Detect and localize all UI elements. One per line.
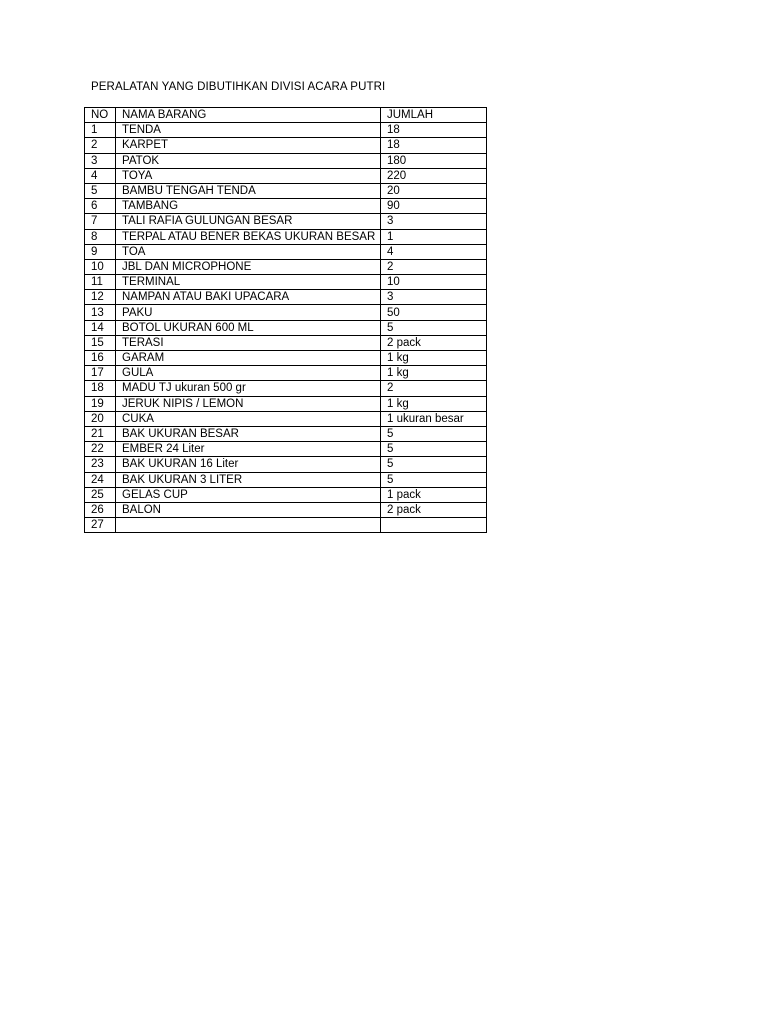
- cell-qty: 2 pack: [381, 502, 487, 517]
- table-body: [85, 108, 487, 533]
- table-row: [85, 229, 487, 244]
- cell-no: 11: [85, 275, 116, 290]
- header-name: NAMA BARANG: [116, 108, 381, 123]
- cell-qty: 2: [381, 381, 487, 396]
- cell-name: TAMBANG: [116, 199, 381, 214]
- table-row: [85, 426, 487, 441]
- cell-name: GELAS CUP: [116, 487, 381, 502]
- cell-name: TOA: [116, 244, 381, 259]
- cell-no: 2: [85, 138, 116, 153]
- cell-name: BALON: [116, 502, 381, 517]
- cell-qty: 1 kg: [381, 351, 487, 366]
- table-row: [85, 457, 487, 472]
- cell-name: BAK UKURAN BESAR: [116, 426, 381, 441]
- cell-no: 6: [85, 199, 116, 214]
- table-row: [85, 487, 487, 502]
- cell-name: JBL DAN MICROPHONE: [116, 259, 381, 274]
- table-row: [85, 320, 487, 335]
- table-row: [85, 290, 487, 305]
- cell-name: TERPAL ATAU BENER BEKAS UKURAN BESAR: [116, 229, 381, 244]
- cell-no: 27: [85, 518, 116, 533]
- cell-no: 22: [85, 442, 116, 457]
- cell-qty: 18: [381, 123, 487, 138]
- cell-name: EMBER 24 Liter: [116, 442, 381, 457]
- table-row: [85, 442, 487, 457]
- cell-name: KARPET: [116, 138, 381, 153]
- cell-name: BOTOL UKURAN 600 ML: [116, 320, 381, 335]
- cell-no: 8: [85, 229, 116, 244]
- table-row: [85, 351, 487, 366]
- table-row: [85, 396, 487, 411]
- cell-name: MADU TJ ukuran 500 gr: [116, 381, 381, 396]
- cell-name: PATOK: [116, 153, 381, 168]
- cell-qty: 1 kg: [381, 396, 487, 411]
- cell-qty: 3: [381, 214, 487, 229]
- header-no: NO: [85, 108, 116, 123]
- cell-qty: 5: [381, 442, 487, 457]
- cell-qty: 1 ukuran besar: [381, 411, 487, 426]
- header-qty: JUMLAH: [381, 108, 487, 123]
- cell-no: 5: [85, 183, 116, 198]
- cell-no: 23: [85, 457, 116, 472]
- cell-name: GULA: [116, 366, 381, 381]
- cell-no: 15: [85, 335, 116, 350]
- table-row: [85, 138, 487, 153]
- table-row: [85, 153, 487, 168]
- table-row: [85, 123, 487, 138]
- equipment-table: [84, 107, 487, 533]
- cell-qty: 4: [381, 244, 487, 259]
- cell-name: PAKU: [116, 305, 381, 320]
- table-row: [85, 275, 487, 290]
- cell-qty: 90: [381, 199, 487, 214]
- cell-qty: 5: [381, 320, 487, 335]
- cell-no: 12: [85, 290, 116, 305]
- cell-qty: 2 pack: [381, 335, 487, 350]
- cell-no: 13: [85, 305, 116, 320]
- cell-no: 17: [85, 366, 116, 381]
- cell-qty: 5: [381, 426, 487, 441]
- cell-qty: 5: [381, 457, 487, 472]
- table-row: [85, 244, 487, 259]
- cell-no: 1: [85, 123, 116, 138]
- cell-name: BAK UKURAN 3 LITER: [116, 472, 381, 487]
- cell-qty: 20: [381, 183, 487, 198]
- table-row: [85, 259, 487, 274]
- cell-name: [116, 518, 381, 533]
- cell-qty: 1 kg: [381, 366, 487, 381]
- cell-no: 16: [85, 351, 116, 366]
- cell-no: 24: [85, 472, 116, 487]
- table-row: [85, 381, 487, 396]
- cell-qty: 180: [381, 153, 487, 168]
- cell-qty: 10: [381, 275, 487, 290]
- cell-no: 7: [85, 214, 116, 229]
- cell-name: CUKA: [116, 411, 381, 426]
- cell-name: TERASI: [116, 335, 381, 350]
- cell-qty: 5: [381, 472, 487, 487]
- cell-no: 26: [85, 502, 116, 517]
- cell-name: NAMPAN ATAU BAKI UPACARA: [116, 290, 381, 305]
- cell-qty: 18: [381, 138, 487, 153]
- cell-name: BAK UKURAN 16 Liter: [116, 457, 381, 472]
- cell-no: 4: [85, 168, 116, 183]
- cell-qty: 1 pack: [381, 487, 487, 502]
- table-row: [85, 305, 487, 320]
- cell-name: TENDA: [116, 123, 381, 138]
- cell-no: 9: [85, 244, 116, 259]
- table-row: [85, 168, 487, 183]
- cell-no: 18: [85, 381, 116, 396]
- cell-qty: [381, 518, 487, 533]
- table-row: [85, 411, 487, 426]
- cell-name: GARAM: [116, 351, 381, 366]
- cell-qty: 220: [381, 168, 487, 183]
- cell-name: TALI RAFIA GULUNGAN BESAR: [116, 214, 381, 229]
- table-row: [85, 472, 487, 487]
- cell-name: BAMBU TENGAH TENDA: [116, 183, 381, 198]
- cell-qty: 50: [381, 305, 487, 320]
- cell-no: 3: [85, 153, 116, 168]
- cell-name: TOYA: [116, 168, 381, 183]
- cell-no: 14: [85, 320, 116, 335]
- cell-name: JERUK NIPIS / LEMON: [116, 396, 381, 411]
- cell-no: 10: [85, 259, 116, 274]
- table-row: [85, 214, 487, 229]
- table-row: [85, 199, 487, 214]
- cell-no: 19: [85, 396, 116, 411]
- table-header-row: [85, 108, 487, 123]
- cell-qty: 3: [381, 290, 487, 305]
- cell-qty: 1: [381, 229, 487, 244]
- table-row: [85, 518, 487, 533]
- table-row: [85, 366, 487, 381]
- cell-name: TERMINAL: [116, 275, 381, 290]
- table-row: [85, 183, 487, 198]
- cell-no: 21: [85, 426, 116, 441]
- table-row: [85, 335, 487, 350]
- document-title: PERALATAN YANG DIBUTIHKAN DIVISI ACARA PUTRI: [91, 81, 386, 93]
- cell-no: 20: [85, 411, 116, 426]
- cell-no: 25: [85, 487, 116, 502]
- cell-qty: 2: [381, 259, 487, 274]
- table-row: [85, 502, 487, 517]
